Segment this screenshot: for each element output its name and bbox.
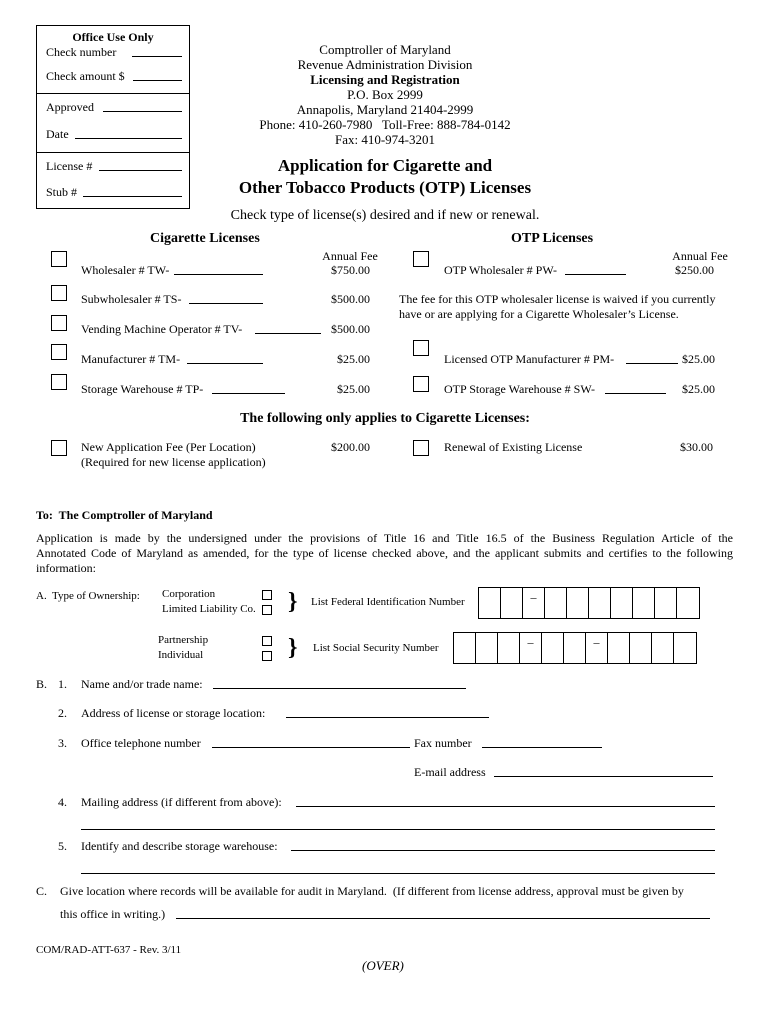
to-heading: To: The Comptroller of Maryland (36, 508, 213, 522)
cig-fee-header: Annual Fee (322, 249, 378, 263)
item-number: 4. (58, 795, 67, 809)
new-application-note: (Required for new license application) (81, 455, 266, 469)
llc-label: Limited Liability Co. (162, 603, 256, 615)
brace-icon: } (288, 635, 298, 661)
office-use-title: Office Use Only (72, 30, 154, 44)
individual-label: Individual (158, 649, 204, 661)
vending-label: Vending Machine Operator # TV- (81, 322, 243, 336)
phone-numbers: Phone: 410-260-7980 Toll-Free: 888-784-0142 (259, 117, 511, 132)
otp-manufacturer-fee: $25.00 (682, 352, 715, 366)
wholesaler-fee: $750.00 (331, 263, 370, 277)
storage-warehouse-desc-field[interactable] (291, 850, 715, 851)
item-number: 3. (58, 736, 67, 750)
check-number-label: Check number (46, 45, 117, 59)
ownership-label: A. Type of Ownership: (36, 590, 140, 602)
storage-warehouse-label: Storage Warehouse # TP- (81, 382, 204, 396)
otp-manufacturer-checkbox[interactable] (413, 340, 429, 356)
location-address-label: Address of license or storage location: (81, 706, 266, 720)
individual-checkbox[interactable] (262, 651, 272, 661)
over-indicator: (OVER) (362, 958, 404, 973)
phone-field[interactable] (212, 747, 410, 748)
manufacturer-number-field[interactable] (187, 363, 263, 364)
renewal-checkbox[interactable] (413, 440, 429, 456)
mailing-address-label: Mailing address (if different from above): (81, 795, 282, 809)
license-field[interactable] (99, 170, 182, 171)
city-address: Annapolis, Maryland 21404-2999 (296, 102, 474, 117)
check-number-field[interactable] (132, 56, 182, 57)
stub-field[interactable] (83, 196, 182, 197)
otp-manufacturer-label: Licensed OTP Manufacturer # PM- (444, 352, 615, 366)
vending-number-field[interactable] (255, 333, 321, 334)
otp-storage-label: OTP Storage Warehouse # SW- (444, 382, 596, 396)
new-application-label: New Application Fee (Per Location) (81, 440, 256, 454)
po-box: P.O. Box 2999 (347, 87, 423, 102)
audit-location-text-line1: Give location where records will be available for audit in Maryland. (If different from license address, approval must be given by (60, 884, 684, 898)
renewal-fee: $30.00 (680, 440, 713, 454)
office-use-box (36, 25, 190, 209)
email-label: E-mail address (414, 765, 486, 779)
subwholesaler-fee: $500.00 (331, 292, 370, 306)
page-subtitle: Check type of license(s) desired and if new or renewal. (230, 208, 540, 223)
ssn-label: List Social Security Number (313, 642, 439, 654)
division-name: Revenue Administration Division (297, 57, 473, 72)
ssn-digit-grid[interactable] (453, 632, 697, 664)
fein-dash: – (530, 590, 537, 604)
audit-location-text-line2: this office in writing.) (60, 907, 166, 921)
form-id: COM/RAD-ATT-637 - Rev. 3/11 (36, 944, 182, 956)
subwholesaler-number-field[interactable] (189, 303, 263, 304)
item-number: 1. (58, 677, 67, 691)
otp-wholesaler-number-field[interactable] (565, 274, 626, 275)
item-number: 5. (58, 839, 67, 853)
storage-warehouse-fee: $25.00 (337, 382, 370, 396)
to-paragraph-line3: information: (36, 561, 96, 575)
otp-storage-checkbox[interactable] (413, 376, 429, 392)
divider (37, 93, 189, 94)
storage-warehouse-desc-field-line2[interactable] (81, 873, 715, 874)
trade-name-label: Name and/or trade name: (81, 677, 203, 691)
page-title-line1: Application for Cigarette and (277, 156, 493, 175)
cigarette-heading: Cigarette Licenses (150, 231, 260, 246)
ssn-dash: – (527, 635, 534, 649)
check-amount-label: Check amount $ (46, 69, 125, 83)
stub-label: Stub # (46, 185, 78, 199)
otp-waiver-note-line1: The fee for this OTP wholesaler license is waived if you currently (399, 292, 716, 306)
otp-wholesaler-checkbox[interactable] (413, 251, 429, 267)
fein-digit-grid[interactable] (478, 587, 700, 619)
wholesaler-number-field[interactable] (174, 274, 263, 275)
otp-waiver-note-line2: have or are applying for a Cigarette Wholesaler’s License. (399, 307, 679, 321)
storage-warehouse-checkbox[interactable] (51, 374, 67, 390)
phone-label: Office telephone number (81, 736, 201, 750)
subwholesaler-checkbox[interactable] (51, 285, 67, 301)
brace-icon: } (288, 589, 298, 615)
item-number: 2. (58, 706, 67, 720)
applies-heading: The following only applies to Cigarette Licenses: (240, 411, 530, 426)
storage-warehouse-number-field[interactable] (212, 393, 285, 394)
mailing-address-field-line2[interactable] (81, 829, 715, 830)
new-application-checkbox[interactable] (51, 440, 67, 456)
storage-warehouse-desc-label: Identify and describe storage warehouse: (81, 839, 278, 853)
vending-fee: $500.00 (331, 322, 370, 336)
page-title-line2: Other Tobacco Products (OTP) Licenses (238, 178, 532, 197)
date-label: Date (46, 127, 69, 141)
ssn-dash: – (593, 635, 600, 649)
location-address-field[interactable] (286, 717, 489, 718)
manufacturer-checkbox[interactable] (51, 344, 67, 360)
approved-label: Approved (46, 100, 94, 114)
trade-name-field[interactable] (213, 688, 466, 689)
unit-name: Licensing and Registration (310, 72, 460, 87)
divider (37, 152, 189, 153)
to-paragraph-line2: Annotated Code of Maryland as amended, for the type of license checked above, and the applicant submits and certifies to the following (36, 546, 733, 560)
section-b-label: B. (36, 677, 48, 691)
partnership-label: Partnership (158, 634, 209, 646)
otp-fee-header: Annual Fee (672, 249, 728, 263)
fax-number: Fax: 410-974-3201 (334, 132, 436, 147)
otp-manufacturer-number-field[interactable] (626, 363, 678, 364)
fax-label: Fax number (414, 736, 472, 750)
wholesaler-checkbox[interactable] (51, 251, 67, 267)
otp-wholesaler-label: OTP Wholesaler # PW- (444, 263, 557, 277)
subwholesaler-label: Subwholesaler # TS- (81, 292, 182, 306)
date-field[interactable] (75, 138, 182, 139)
corporation-label: Corporation (162, 588, 216, 600)
fein-label: List Federal Identification Number (311, 596, 465, 608)
approved-field[interactable] (103, 111, 182, 112)
wholesaler-label: Wholesaler # TW- (81, 263, 170, 277)
manufacturer-label: Manufacturer # TM- (81, 352, 181, 366)
vending-checkbox[interactable] (51, 315, 67, 331)
fax-field[interactable] (482, 747, 602, 748)
corporation-checkbox[interactable] (262, 590, 272, 600)
otp-storage-number-field[interactable] (605, 393, 666, 394)
manufacturer-fee: $25.00 (337, 352, 370, 366)
renewal-label: Renewal of Existing License (444, 440, 583, 454)
section-c-label: C. (36, 884, 48, 898)
mailing-address-field[interactable] (296, 806, 715, 807)
new-application-fee: $200.00 (331, 440, 370, 454)
check-amount-field[interactable] (133, 80, 182, 81)
to-paragraph-line1: Application is made by the undersigned under the provisions of Title 16 and Title 16.5 of the Business Regulation Article of the (36, 531, 733, 545)
otp-wholesaler-fee: $250.00 (675, 263, 714, 277)
partnership-checkbox[interactable] (262, 636, 272, 646)
agency-name: Comptroller of Maryland (319, 42, 451, 57)
license-label: License # (46, 159, 93, 173)
otp-storage-fee: $25.00 (682, 382, 715, 396)
audit-location-field[interactable] (176, 918, 710, 919)
email-field[interactable] (494, 776, 713, 777)
llc-checkbox[interactable] (262, 605, 272, 615)
otp-heading: OTP Licenses (511, 231, 594, 246)
